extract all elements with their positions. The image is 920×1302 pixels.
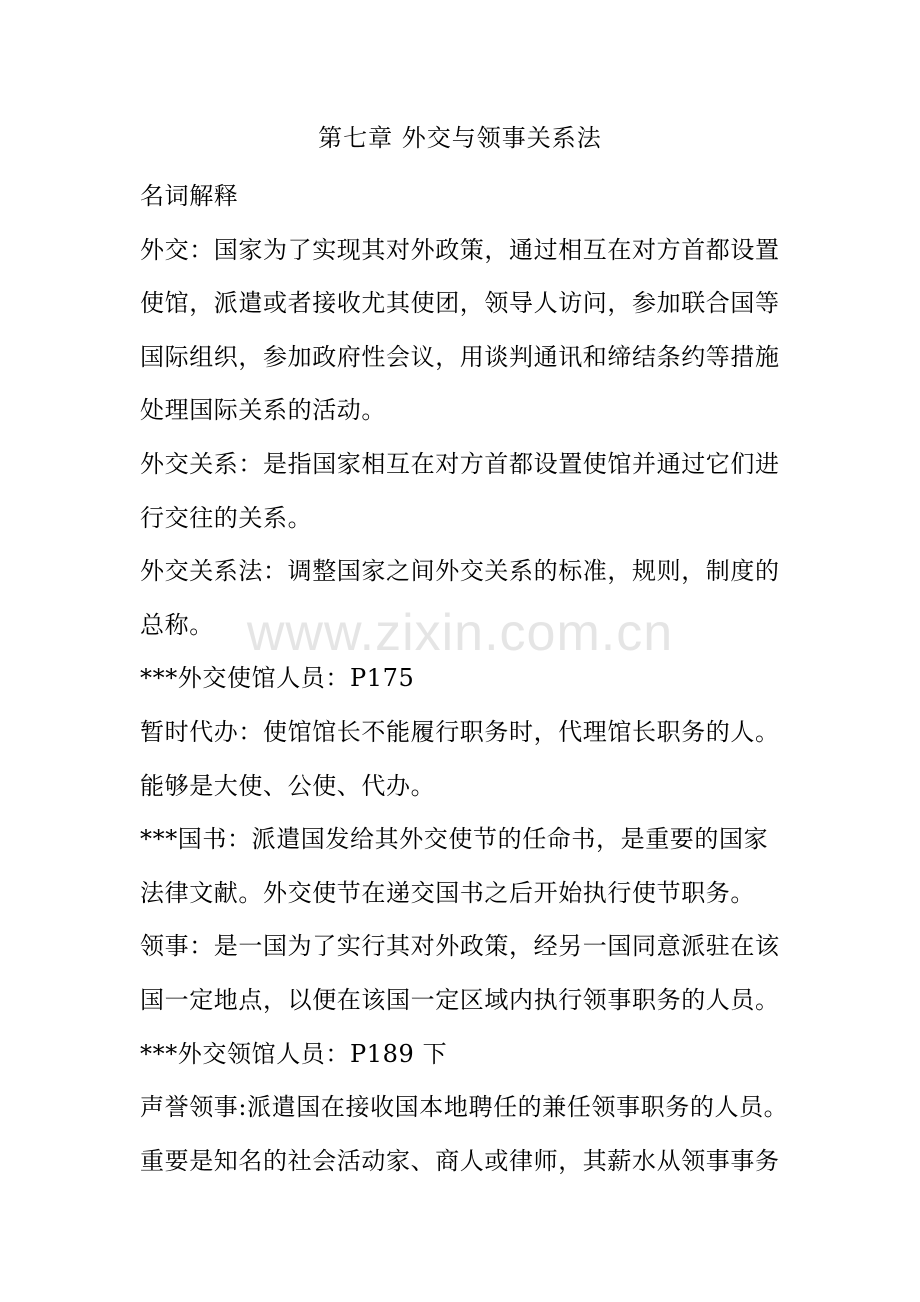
text-line: 能够是大使、公使、代办。 xyxy=(140,771,436,800)
section-heading: 名词解释 xyxy=(140,182,239,210)
document-body xyxy=(140,170,788,1188)
text-line: 法律文献。外交使节在递交国书之后开始执行使节职务。 xyxy=(140,878,755,907)
text-line: 领事：是一国为了实行其对外政策，经另一国同意派驻在该 xyxy=(140,932,780,961)
text-line: 国际组织，参加政府性会议，用谈判通讯和缔结条约等措施 xyxy=(140,342,780,371)
text-line: ***外交领馆人员：P189 下 xyxy=(140,1039,448,1068)
text-line: 暂时代办：使馆馆长不能履行职务时，代理馆长职务的人。 xyxy=(140,717,780,746)
text-line: 外交关系：是指国家相互在对方首都设置使馆并通过它们进 xyxy=(140,449,780,478)
text-line: 处理国际关系的活动。 xyxy=(140,396,386,425)
watermark: www.zixin.com.cn xyxy=(246,604,674,662)
text-line: 重要是知名的社会活动家、商人或律师，其薪水从领事事务 xyxy=(140,1146,780,1175)
chapter-title: 第七章 外交与领事关系法 xyxy=(318,124,602,152)
text-line: 外交关系法：调整国家之间外交关系的标准，规则，制度的 xyxy=(140,557,780,586)
text-line: 外交：国家为了实现其对外政策，通过相互在对方首都设置 xyxy=(140,235,780,264)
text-line: 行交往的关系。 xyxy=(140,503,313,532)
text-line: 使馆，派遣或者接收尤其使团，领导人访问，参加联合国等 xyxy=(140,289,780,318)
text-line: 国一定地点，以便在该国一定区域内执行领事职务的人员。 xyxy=(140,985,780,1014)
text-line: 总称。 xyxy=(140,610,214,639)
text-line: ***外交使馆人员：P175 xyxy=(140,664,415,693)
text-line: ***国书：派遣国发给其外交使节的任命书，是重要的国家 xyxy=(140,825,769,854)
text-line: 声誉领事:派遣国在接收国本地聘任的兼任领事职务的人员。 xyxy=(140,1093,789,1122)
